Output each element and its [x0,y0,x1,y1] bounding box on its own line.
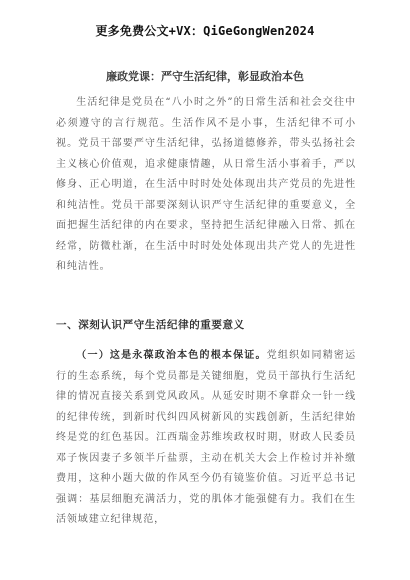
subsection-text: 党组织如同精密运行的生态系统，每个党员都是关键细胞，党员干部执行生活纪律的情况直接关系到党风政风。从延安时期不拿群众一针一线的纪律传统，到新时代纠四风树新风的实践创新，生活纪律始终是党的红色基因。江西瑞金苏维埃政权时期，财政人民委员邓子恢因妻子多领半斤盐票，主动在机关大会上作检讨并补缴费用，这种小题大做的作风至今仍有镜鉴价值。习近平总书记强调：基层细胞充满活力，党的肌体才能强健有力。我们在生活领域建立纪律规范， [56,350,356,525]
subsection-paragraph [56,346,356,531]
watermark-header: 更多免费公文+VX：QiGeGongWen2024 [95,24,315,38]
document-title: 廉政党课：严守生活纪律，彰显政治本色 [106,70,304,83]
intro-paragraph [56,93,356,278]
subsection-lead: （一）这是永葆政治本色的根本保证。 [76,350,267,361]
section-heading: 一、深刻认识严守生活纪律的重要意义 [56,319,245,331]
intro-paragraph-text: 生活纪律是党员在“八小时之外”的日常生活和社会交往中必须遵守的言行规范。生活作风不是小事，生活纪律不可小视。党员干部要严守生活纪律，弘扬道德修养，带头弘扬社会主义核心价值观，追求健康情趣，从日常生活小事着手，严以修身、正心明道，在生活中时时处处体现出共产党员的先进性和纯洁性。党员干部要深刻认识严守生活纪律的重要意义，全面把握生活纪律的内在要求，坚持把生活纪律融入日常、抓在经常，防微杜渐，在生活中时时处处体现出共产党人的先进性和纯洁性。 [56,97,356,272]
